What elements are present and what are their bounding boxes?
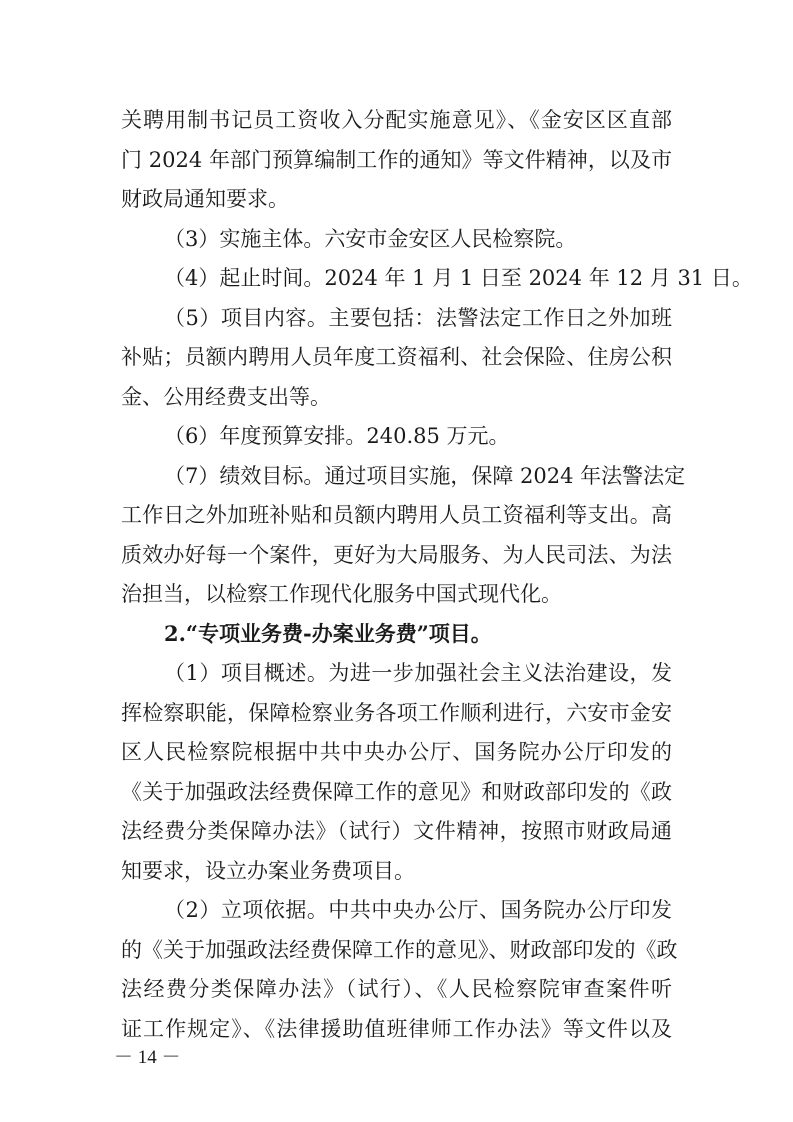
body-line-11: 工作日之外加班补贴和员额内聘用人员工资福利等支出。高	[121, 503, 672, 527]
body-line-23: 法经费分类保障办法》（试行）、《人民检察院审查案件听	[121, 977, 672, 1001]
body-line-21: （2）立项依据。中共中央办公厅、国务院办公厅印发	[164, 898, 672, 922]
body-line-9: （6）年度预算安排。240.85 万元。	[164, 424, 510, 448]
body-line-2: 门 2024 年部门预算编制工作的通知》等文件精神，以及市	[121, 148, 672, 172]
body-line-15: （1）项目概述。为进一步加强社会主义法治建设，发	[164, 661, 672, 685]
body-line-22: 的《关于加强政法经费保障工作的意见》、财政部印发的《政	[121, 938, 678, 962]
body-line-13: 治担当，以检察工作现代化服务中国式现代化。	[121, 582, 562, 606]
body-line-4: （3）实施主体。六安市金安区人民检察院。	[164, 227, 577, 251]
section-heading: 2.“专项业务费-办案业务费”项目。	[164, 621, 492, 646]
body-line-24: 证工作规定》、《法律援助值班律师工作办法》等文件以及	[121, 1017, 672, 1041]
body-line-16: 挥检察职能，保障检察业务各项工作顺利进行，六安市金安	[121, 701, 672, 725]
body-line-3: 财政局通知要求。	[121, 187, 289, 211]
body-line-1: 关聘用制书记员工资收入分配实施意见》、《金安区区直部	[121, 108, 672, 132]
body-line-17: 区人民检察院根据中共中央办公厅、国务院办公厅印发的	[121, 740, 672, 764]
body-line-10: （7）绩效目标。通过项目实施，保障 2024 年法警法定	[164, 464, 686, 488]
body-line-20: 知要求，设立办案业务费项目。	[121, 859, 415, 883]
body-line-18: 《关于加强政法经费保障工作的意见》和财政部印发的《政	[121, 780, 672, 804]
body-line-8: 金、公用经费支出等。	[121, 385, 331, 409]
body-line-12: 质效办好每一个案件，更好为大局服务、为人民司法、为法	[121, 543, 672, 567]
body-line-6: （5）项目内容。主要包括：法警法定工作日之外加班	[164, 306, 672, 330]
page-number: － 14 －	[114, 1047, 181, 1068]
body-line-7: 补贴；员额内聘用人员年度工资福利、社会保险、住房公积	[121, 345, 672, 369]
body-line-5: （4）起止时间。2024 年 1 月 1 日至 2024 年 12 月 31 日。	[164, 266, 753, 290]
body-line-19: 法经费分类保障办法》（试行）文件精神，按照市财政局通	[121, 819, 672, 843]
